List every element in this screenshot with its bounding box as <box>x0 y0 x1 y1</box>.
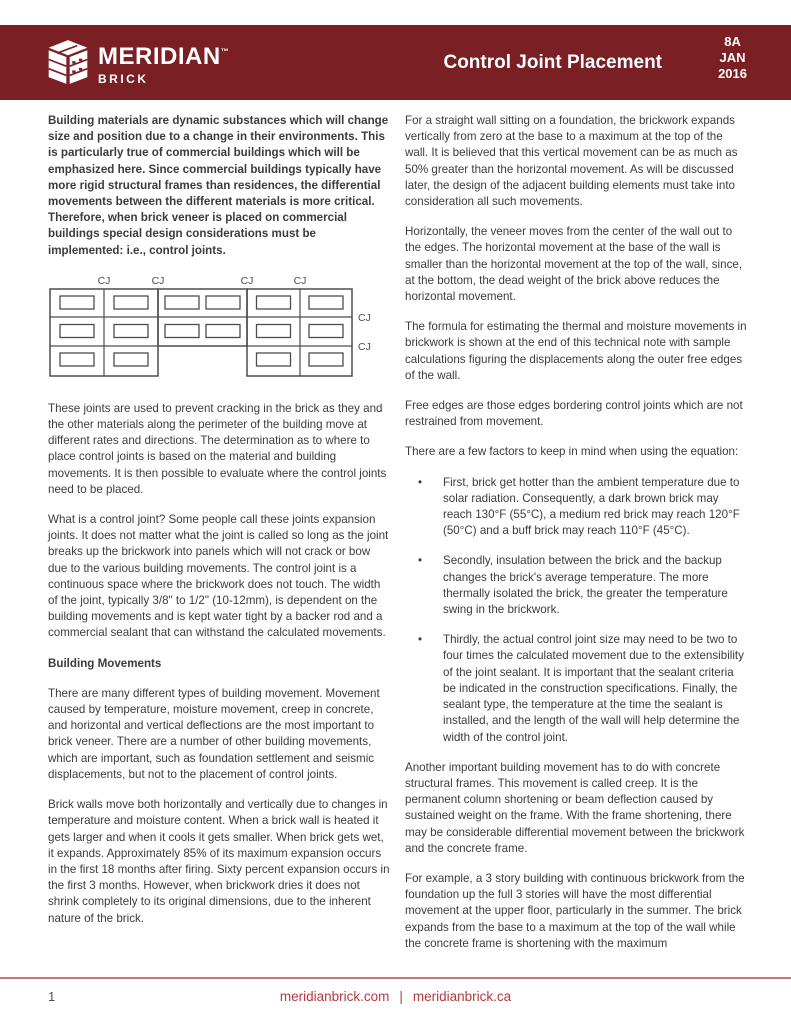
right-column <box>405 113 747 966</box>
doc-year: 2016 <box>718 66 747 81</box>
paragraph-factors: There are a few factors to keep in mind when using the equation: <box>405 445 739 459</box>
bullet-text-first: First, brick get hotter than the ambient temperature due to solar radiation. Consequently, a dark brown brick may reach 130°F (55°C), a medium red brick may reach 120°F (50°C) and a buff brick may reach 110°F (45°C). <box>443 475 740 538</box>
logo-brand-name: MERIDIAN <box>98 43 221 70</box>
paragraph-creep: Another important building movement has to do with concrete structural frames. This movement is called creep. It is the permanent column shortening or beam deflection caused by sustained weight on the frame. With the frame shortening, there may be considerable differential movement between the brickwork and the concrete frame. <box>405 760 745 855</box>
page-number: 1 <box>48 989 56 1004</box>
cj-label: CJ <box>97 274 111 287</box>
cj-label: CJ <box>293 274 307 287</box>
bullet-icon: • <box>418 633 423 647</box>
cj-label: CJ <box>240 274 254 287</box>
doc-reference <box>718 34 747 82</box>
trademark-symbol: ™ <box>220 47 230 56</box>
bullet-item <box>405 553 747 618</box>
bullet-icon: • <box>418 475 423 489</box>
cj-label: CJ <box>151 274 165 287</box>
left-column <box>48 113 391 941</box>
cj-label: CJ <box>358 311 371 324</box>
bullet-item <box>405 475 747 540</box>
paragraph-formula: The formula for estimating the thermal and moisture movements in brickwork is shown at the end of this technical note with sample calculations figuring the displacements along the outer free edges of the wall. <box>405 320 747 382</box>
control-joint-diagram <box>48 273 391 385</box>
bullet-icon: • <box>418 554 423 568</box>
bullet-item <box>405 632 747 745</box>
bullet-text-thirdly: Thirdly, the actual control joint size may need to be two to four times the calculated movement due to the extensibility of the joint sealant. It is important that the sealant criteria be indicated in the construction specifications. Finally, the sealant type, the temperature at the time the sealant is installed, and the length of the wall will help determine the width of the control joint. <box>443 633 744 744</box>
paragraph-free-edges: Free edges are those edges bordering control joints which are not restrained from movement. <box>405 399 743 429</box>
footer-rule <box>0 977 791 979</box>
footer-link-com[interactable]: meridianbrick.com <box>279 989 390 1004</box>
brick-building-icon <box>47 38 89 91</box>
footer-separator: | <box>399 989 403 1004</box>
header-bar <box>0 25 791 100</box>
meridian-brick-logo <box>47 36 229 91</box>
logo-text <box>98 36 229 85</box>
intro-paragraph: Building materials are dynamic substances which will change size and position due to a change in their environments. This is particularly true of commercial buildings which will be emphasized here. Since commercial buildings typically have more rigid structural frames than residences, the differential movements between the different materials is more critical. Therefore, when brick veneer is placed on commercial buildings special design considerations must be implemented: i.e., control joints. <box>48 114 389 257</box>
doc-month: JAN <box>719 50 746 65</box>
footer-link-ca[interactable]: meridianbrick.ca <box>412 989 512 1004</box>
paragraph-horizontally: Horizontally, the veneer moves from the center of the wall out to the edges. The horizontal movement at the base of the wall is smaller than the horizontal movement at the top of the wall, since, at the bottom, the dead weight of the brick above reduces the horizontal movement. <box>405 225 743 304</box>
logo-sub-brand: BRICK <box>98 72 149 86</box>
document-title: Control Joint Placement <box>443 52 662 73</box>
paragraph-brick-walls: Brick walls move both horizontally and vertically due to changes in temperature and moisture content. When a brick wall is heated it gets larger and when it cools it gets smaller. When brick gets wet, it expands. Approximately 85% of its maximum expansion occurs in the first 18 months after firing. Sixty percent expansion occurs in the first 3 months. However, when brickwork dries it does not shrink completely to its original dimensions, due to the inherent nature of the brick. <box>48 798 390 925</box>
footer-links <box>0 989 791 1004</box>
paragraph-these-joints: These joints are used to prevent cracking in the brick as they and the other materials along the perimeter of the building move at different rates and directions. The determination as to where to place control joints is based on the material and building movements. It is then possible to evaluate where the control joints need to be placed. <box>48 401 387 496</box>
paragraph-movement-types: There are many different types of building movement. Movement caused by temperature, moisture movement, creep in concrete, and horizontal and vertical deflections are the most important to brick veneer. There are a number of other building movements, which are important, such as foundation settlement and seismic displacements, but not to the placement of control joints. <box>48 686 380 781</box>
paragraph-straight-wall: For a straight wall sitting on a foundation, the brickwork expands vertically from zero at the base to a maximum at the top of the wall. It is believed that this vertical movement can be as much as 50% greater than the horizontal movement. As will be discussed later, the design of the adjacent building elements must take into consideration all such movements. <box>405 114 738 209</box>
paragraph-what-is-control-joint: What is a control joint? Some people call these joints expansion joints. It does not matter what the joint is called so long as the joint breaks up the brickwork into panels which will not crack or bow due to the various building movements. The control joint is a continuous space where the brickwork does not touch. The width of the joint, typically 3/8" to 1/2" (10-12mm), is dependent on the building movements and is kept water tight by a backer rod and a commercial sealant that can withstand the calculated movements. <box>48 513 389 640</box>
heading-building-movements: Building Movements <box>48 656 162 670</box>
cj-label: CJ <box>358 340 371 353</box>
doc-code: 8A <box>724 34 741 49</box>
paragraph-example: For example, a 3 story building with continuous brickwork from the foundation up the full 3 stories will have the most differential movement at the upper floor, particularly in the summer. The brick expands from the base to a maximum at the top of the wall while the concrete frame is shortening with the maximum <box>405 871 745 950</box>
bullet-text-secondly: Secondly, insulation between the brick and the backup changes the brick's average temperature. The more thermally isolated the brick, the greater the temperature swing in the brickwork. <box>443 554 728 617</box>
